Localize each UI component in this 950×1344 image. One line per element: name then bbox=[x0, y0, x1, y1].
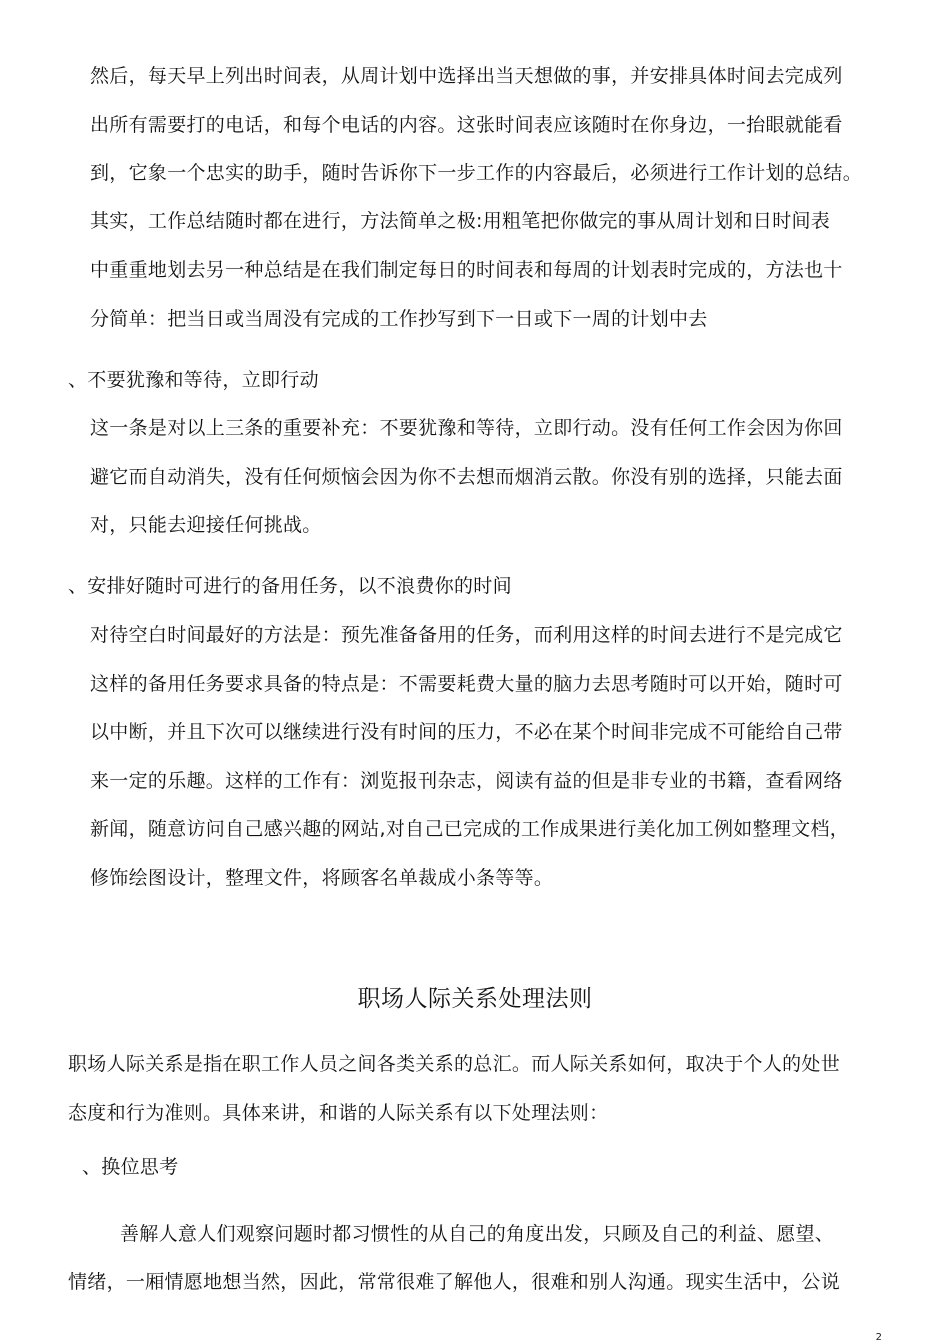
text-line: 到，它象一个忠实的助手，随时告诉你下一步工作的内容最后，必须进行工作计划的总结。 bbox=[90, 162, 863, 184]
text-line: 这样的备用任务要求具备的特点是：不需要耗费大量的脑力去思考随时可以开始，随时可 bbox=[90, 673, 843, 695]
text-line: 善解人意人们观察问题时都习惯性的从自己的角度出发，只顾及自己的利益、愿望、 bbox=[120, 1223, 835, 1245]
text-line: 对待空白时间最好的方法是：预先准备备用的任务，而利用这样的时间去进行不是完成它 bbox=[90, 624, 843, 646]
item-title-no-delay: 、不要犹豫和等待，立即行动 bbox=[68, 369, 319, 391]
item-title-empathy: 、换位思考 bbox=[82, 1156, 179, 1178]
text-line: 分简单：把当日或当周没有完成的工作抄写到下一日或下一周的计划中去 bbox=[90, 308, 708, 330]
text-line: 修饰绘图设计，整理文件，将顾客名单裁成小条等等。 bbox=[90, 867, 554, 889]
text-line: 态度和行为准则。具体来讲，和谐的人际关系有以下处理法则： bbox=[68, 1102, 609, 1124]
text-line: 避它而自动消失，没有任何烦恼会因为你不去想而烟消云散。你没有别的选择，只能去面 bbox=[90, 466, 843, 488]
text-line: 情绪，一厢情愿地想当然，因此，常常很难了解他人，很难和别人沟通。现实生活中，公说 bbox=[68, 1271, 841, 1293]
text-line: 然后，每天早上列出时间表，从周计划中选择出当天想做的事，并安排具体时间去完成列 bbox=[90, 65, 843, 87]
text-line: 来一定的乐趣。这样的工作有：浏览报刊杂志，阅读有益的但是非专业的书籍，查看网络 bbox=[90, 770, 843, 792]
text-line: 对，只能去迎接任何挑战。 bbox=[90, 514, 322, 536]
text-line: 以中断，并且下次可以继续进行没有时间的压力，不必在某个时间非完成不可能给自己带 bbox=[90, 721, 843, 743]
section-heading: 职场人际关系处理法则 bbox=[357, 986, 593, 1012]
text-line: 中重重地划去另一种总结是在我们制定每日的时间表和每周的计划表时完成的，方法也十 bbox=[90, 259, 843, 281]
text-line: 新闻，随意访问自己感兴趣的网站,对自己已完成的工作成果进行美化加工例如整理文档， bbox=[90, 818, 850, 840]
text-line: 出所有需要打的电话，和每个电话的内容。这张时间表应该随时在你身边，一抬眼就能看 bbox=[90, 114, 843, 136]
page-number: 2 bbox=[875, 1332, 882, 1343]
item-title-backup-tasks: 、安排好随时可进行的备用任务，以不浪费你的时间 bbox=[68, 575, 512, 597]
text-line: 这一条是对以上三条的重要补充：不要犹豫和等待，立即行动。没有任何工作会因为你回 bbox=[90, 417, 843, 439]
text-line: 其实，工作总结随时都在进行，方法简单之极:用粗笔把你做完的事从周计划和日时间表 bbox=[90, 210, 831, 232]
text-line: 职场人际关系是指在职工作人员之间各类关系的总汇。而人际关系如何，取决于个人的处世 bbox=[68, 1053, 841, 1075]
